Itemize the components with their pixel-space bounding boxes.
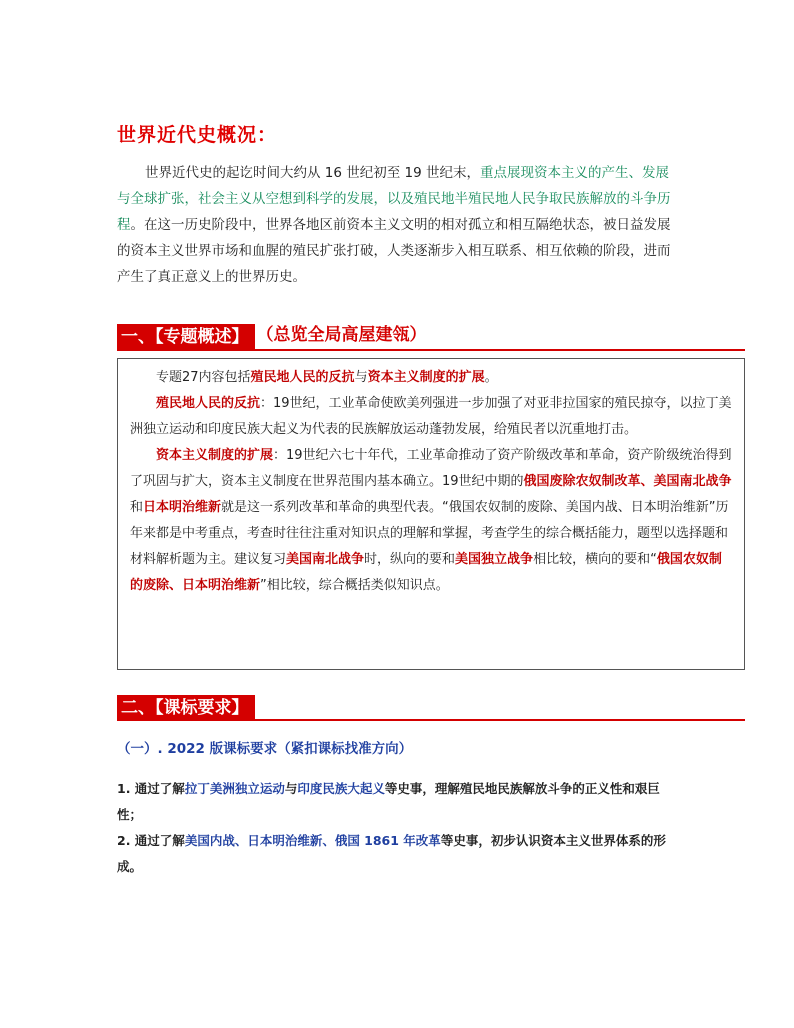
intro-text-2: 。在这一历史阶段中，世界各地区前资本主义文明的相对孤立和相互隔绝状态，被日益发展的资本主义世界市场和血腥的殖民扩张打破，人类逐渐步入相互联系、相互依赖的阶段，进而产生了真正意义上的世界历史。: [117, 217, 671, 285]
overview-colonial-resistance: 殖民地人民的反抗：19世纪，工业革命使欧美列强进一步加强了对亚非拉国家的殖民掠夺，以拉丁美洲独立运动和印度民族大起义为代表的民族解放运动蓬勃发展，给殖民者以沉重地打击。: [130, 396, 732, 437]
section-1-header: [117, 324, 427, 350]
overview-box: [117, 358, 745, 670]
overview-line-1: 专题27内容包括殖民地人民的反抗与资本主义制度的扩展。: [156, 370, 498, 385]
requirement-1: 1. 通过了解拉丁美洲独立运动与印度民族大起义等史事，理解殖民地民族解放斗争的正义性和艰巨性；: [117, 781, 660, 822]
section-2-rule: [117, 719, 745, 721]
section-2-header: [117, 695, 255, 721]
intro-paragraph: [117, 160, 677, 290]
section-1-rule: [117, 349, 745, 351]
standards-subheading: （一）. 2022 版课标要求（紧扣课标找准方向）: [117, 741, 413, 757]
requirement-2: 2. 通过了解美国内战、日本明治维新、俄国 1861 年改革等史事，初步认识资本主义世界体系的形成。: [117, 833, 666, 874]
page-title: 世界近代史概况：: [117, 124, 278, 146]
section-2-tag: 二、【课标要求】: [117, 695, 255, 721]
section-1-subtitle: （总览全局高屋建瓴）: [256, 325, 427, 345]
intro-highlight: 重点展现资本主义的产生、发展与全球扩张，社会主义从空想到科学的发展，以及殖民地半殖民地人民争取民族解放的斗争历程: [117, 165, 671, 233]
section-1-tag: 一、【专题概述】: [117, 324, 255, 350]
overview-capitalism-expansion: 资本主义制度的扩展：19世纪六七十年代，工业革命推动了资产阶级改革和革命，资产阶级统治得到了巩固与扩大，资本主义制度在世界范围内基本确立。19世纪中期的俄国废除农奴制改革、美国南北战争和日本明治维新就是这一系列改革和革命的典型代表。“俄国农奴制的废除、美国内战、日本明治维新”历年来都是中考重点，考查时往往注重对知识点的理解和掌握，考查学生的综合概括能力，题型以选择题和材料解析题为主。建议复习美国南北战争时，纵向的要和美国独立战争相比较，横向的要和“俄国农奴制的废除、日本明治维新”相比较，综合概括类似知识点。: [130, 448, 732, 593]
intro-text-1: 世界近代史的起讫时间大约从 16 世纪初至 19 世纪末，: [145, 165, 481, 181]
